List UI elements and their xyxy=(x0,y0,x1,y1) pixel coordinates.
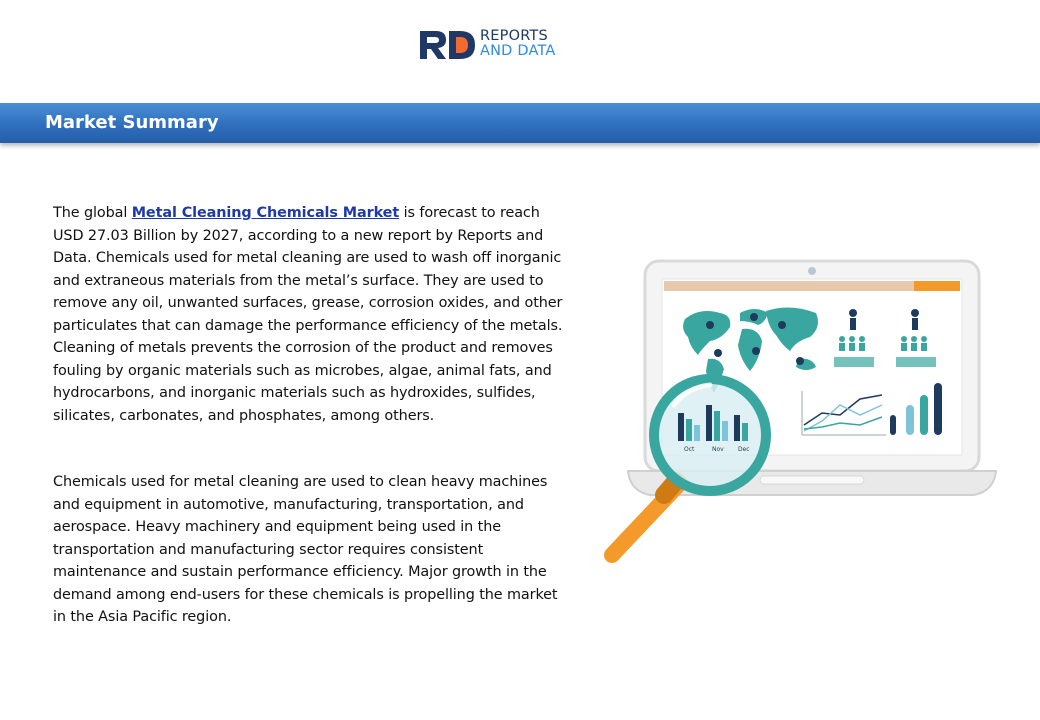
brand-logo[interactable] xyxy=(418,28,568,64)
magnifier-icon xyxy=(612,379,766,555)
logo-line-1: REPORTS xyxy=(480,28,548,44)
summary-paragraph-1 xyxy=(53,202,573,427)
market-link[interactable]: Metal Cleaning Chemicals Market xyxy=(131,205,400,221)
p1-suffix: is forecast to reach USD 27.03 Billion by 2027, according to a new report by Reports and Data. Chemicals used for metal cleaning are used to wash off inorganic and extraneous materials from the metal’s surface. They are used to remove any oil, unwanted surfaces, grease, corrosion oxides, and other particulates that can damage the performance efficiency of the metals. Cleaning of metals prevents the corrosion of the product and removes fouling by organic materials such as microbes, algae, animal fats, and hydrocarbons, and inorganic materials such as hydroxides, sulfides, silicates, carbonates, and phosphates, among others. xyxy=(53,205,563,424)
analytics-laptop-illustration xyxy=(590,255,1010,575)
laptop-trackpad xyxy=(760,476,864,484)
chart-label-nov: Nov xyxy=(712,446,724,453)
logo-line-2: AND DATA xyxy=(480,43,556,59)
chart-label-oct: Oct xyxy=(684,446,695,453)
display-header-bar xyxy=(664,281,914,291)
laptop-camera xyxy=(808,267,816,275)
p1-prefix: The global xyxy=(53,205,132,221)
rd-logo-mark-icon xyxy=(418,28,478,62)
section-banner xyxy=(0,103,1040,143)
section-title: Market Summary xyxy=(45,112,219,133)
chart-label-dec: Dec xyxy=(738,446,750,453)
summary-paragraph-2: Chemicals used for metal cleaning are used to clean heavy machines and equipment in automotive, manufacturing, transportation, and aerospace. Heavy machinery and equipment being used in the transportation and manufacturing sector requires consistent maintenance and sustain performance efficiency. Major growth in the demand among end-users for these chemicals is propelling the market in the Asia Pacific region. xyxy=(53,474,558,625)
display-header-accent xyxy=(914,281,960,291)
